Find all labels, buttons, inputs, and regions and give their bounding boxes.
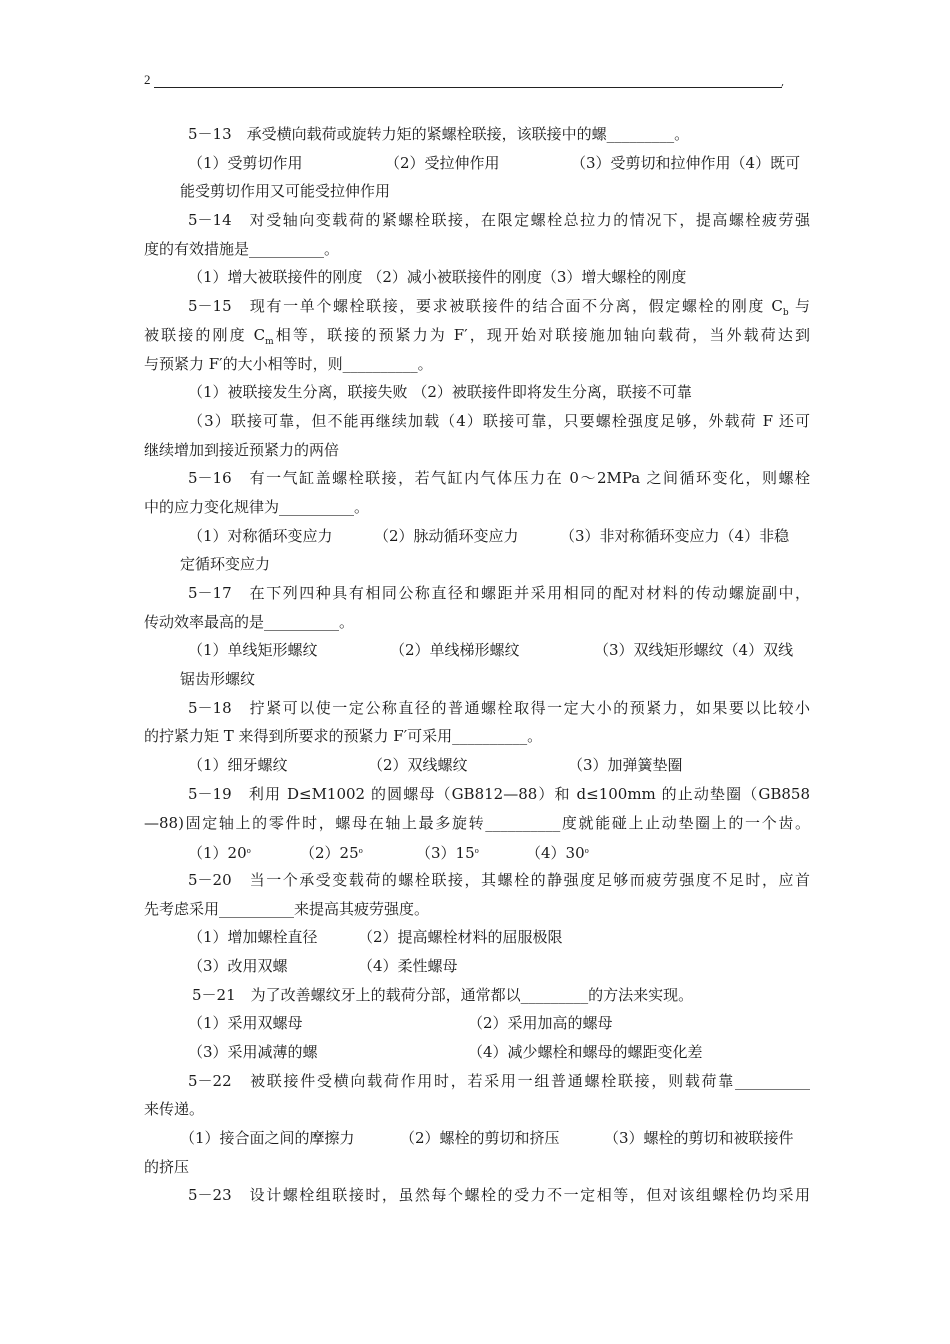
q15-line1-text: 5－15 现有一单个螺栓联接，要求被联接件的结合面不分离，假定螺栓的刚度 C (188, 297, 783, 316)
degree-symbol: o (358, 847, 363, 856)
q19-stem-line1: 5－19 利用 D≤M1002 的圆螺母（GB812—88）和 d≤100mm 的止动垫圈（GB858 (188, 784, 810, 803)
q18-options (144, 751, 810, 780)
q14-options: （1）增大被联接件的刚度 （2）减小被联接件的刚度（3）增大螺栓的刚度 (188, 268, 687, 287)
q13-option-1: （1）受剪切作用 (188, 153, 303, 172)
q19-option-4 (526, 837, 589, 866)
q17-stem-line1: 5－17 在下列四种具有相同公称直径和螺距并采用相同的配对材料的传动螺旋副中， (188, 584, 810, 602)
q18-stem-line1: 5－18 拧紧可以使一定公称直径的普通螺栓取得一定大小的预紧力，如果要以比较小 (188, 698, 810, 717)
degree-symbol: o (246, 847, 251, 856)
q16-stem-line2: 中的应力变化规律为__________。 (144, 497, 370, 516)
q17-stem-line2: 传动效率最高的是__________。 (144, 612, 355, 631)
q22-option-3: （3）螺栓的剪切和被联接件 (604, 1129, 794, 1148)
q13-stem: 5－13 承受横向载荷或旋转力矩的紧螺栓联接，该联接中的螺_________。 (188, 125, 690, 143)
q16-option-2: （2）脉动循环变应力 (374, 526, 519, 545)
q21-option-4: （4）减少螺栓和螺母的螺距变化差 (468, 1043, 703, 1061)
q15-options-1-2: （1）被联接发生分离，联接失败 （2）被联接件即将发生分离，联接不可靠 (188, 383, 692, 402)
q16-option-3-4: （3）非对称循环变应力（4）非稳 (560, 526, 790, 545)
header-rule (154, 87, 782, 88)
degree-symbol: o (584, 847, 589, 856)
q21-options-row2 (144, 1038, 810, 1067)
q19-stem-line2: —88)固定轴上的零件时，螺母在轴上最多旋转__________度就能碰上止动垫圈上的一个齿。 (144, 813, 810, 832)
q16-stem-line1: 5－16 有一气缸盖螺栓联接，若气缸内气体压力在 0～2MPa 之间循环变化，则螺栓 (188, 469, 810, 488)
q17-option-1: （1）单线矩形螺纹 (188, 641, 318, 660)
q21-stem: 5－21 为了改善螺纹牙上的载荷分部，通常都以_________的方法来实现。 (192, 985, 694, 1004)
page-number: 2 (144, 72, 151, 87)
q19-option-3 (416, 837, 526, 866)
page-header (144, 72, 784, 92)
q16-options (144, 522, 810, 551)
q15-line1-end: 与 (794, 297, 810, 316)
q14-stem-line1: 5－14 对受轴向变载荷的紧螺栓联接，在限定螺栓总拉力的情况下，提高螺栓疲劳强 (188, 211, 810, 230)
q16-option-1: （1）对称循环变应力 (188, 526, 333, 545)
q19-option-1-text: （1）20 (188, 844, 247, 863)
q17-option-3-4: （3）双线矩形螺纹（4）双线 (594, 641, 794, 660)
q19-option-2-text: （2）25 (300, 844, 359, 863)
q22-stem-line2: 来传递。 (144, 1100, 205, 1119)
q22-option-1: （1）接合面之间的摩擦力 (180, 1129, 355, 1148)
q17-option-2: （2）单线梯形螺纹 (390, 641, 520, 660)
q19-option-2 (300, 837, 416, 866)
q15-options-3-4: （3）联接可靠，但不能再继续加载（4）联接可靠，只要螺栓强度足够，外载荷 F 还可 (188, 411, 810, 430)
q15-line2-a: 被联接的刚度 C (144, 325, 266, 344)
q20-stem-line1: 5－20 当一个承受变载荷的螺栓联接，其螺栓的静强度足够而疲劳强度不足时，应首 (188, 870, 810, 889)
document-body (144, 120, 810, 1210)
q19-option-3-text: （3）15 (416, 844, 475, 863)
q20-option-1: （1）增加螺栓直径 (188, 928, 318, 947)
q15-line2-sub: m (265, 336, 274, 347)
q21-options-row1 (144, 1009, 810, 1038)
q20-options-row2 (144, 952, 810, 981)
q21-option-2: （2）采用加高的螺母 (468, 1014, 613, 1033)
q17-options (144, 636, 810, 665)
q15-option-continued: 继续增加到接近预紧力的两倍 (144, 440, 340, 459)
q16-option-continued: 定循环变应力 (180, 555, 271, 574)
q18-option-2: （2）双线螺纹 (368, 756, 468, 775)
q15-line1-sub: b (782, 308, 789, 319)
q20-stem-line2: 先考虑采用__________来提高其疲劳强度。 (144, 899, 430, 918)
q21-option-3: （3）采用减薄的螺 (188, 1043, 318, 1061)
q15-stem-line3: 与预紧力 F′的大小相等时，则__________。 (144, 354, 433, 373)
q22-option-continued: 的挤压 (144, 1157, 190, 1176)
q14-stem-line2: 度的有效措施是__________。 (144, 239, 340, 258)
header-mark: , (781, 77, 785, 88)
q23-stem-line1: 5－23 设计螺栓组联接时，虽然每个螺栓的受力不一定相等，但对该组螺栓仍均采用 (188, 1186, 810, 1205)
q18-option-3: （3）加弹簧垫圈 (568, 756, 683, 775)
q13-option-2: （2）受拉伸作用 (385, 153, 500, 172)
q15-stem-line1 (144, 292, 810, 321)
q20-option-2: （2）提高螺栓材料的屈服极限 (358, 928, 563, 947)
q20-options-row1 (144, 923, 810, 952)
q13-option-3-4: （3）受剪切和拉伸作用（4）既可 (571, 153, 801, 172)
q19-option-4-text: （4）30 (526, 844, 585, 863)
q20-option-3: （3）改用双螺 (188, 956, 288, 975)
q22-options (144, 1124, 810, 1153)
q22-option-2: （2）螺栓的剪切和挤压 (400, 1129, 560, 1148)
degree-symbol: o (474, 847, 479, 856)
q18-stem-line2: 的拧紧力矩 T 来得到所要求的预紧力 F′可采用__________。 (144, 727, 543, 746)
q13-options (144, 149, 810, 178)
q19-option-1 (188, 837, 300, 866)
q15-line2-b: 相等，联接的预紧力为 F′，现开始对联接施加轴向载荷，当外载荷达到 (273, 325, 810, 344)
q15-stem-line2 (144, 321, 810, 350)
q21-option-1: （1）采用双螺母 (188, 1014, 303, 1033)
q19-options (144, 837, 810, 866)
q20-option-4: （4）柔性螺母 (358, 956, 458, 975)
q17-option-continued: 锯齿形螺纹 (180, 670, 256, 689)
q18-option-1: （1）细牙螺纹 (188, 756, 288, 775)
q13-option-continued: 能受剪切作用又可能受拉伸作用 (180, 182, 391, 201)
q22-stem-line1: 5－22 被联接件受横向载荷作用时，若采用一组普通螺栓联接，则载荷靠__________ (188, 1071, 810, 1090)
